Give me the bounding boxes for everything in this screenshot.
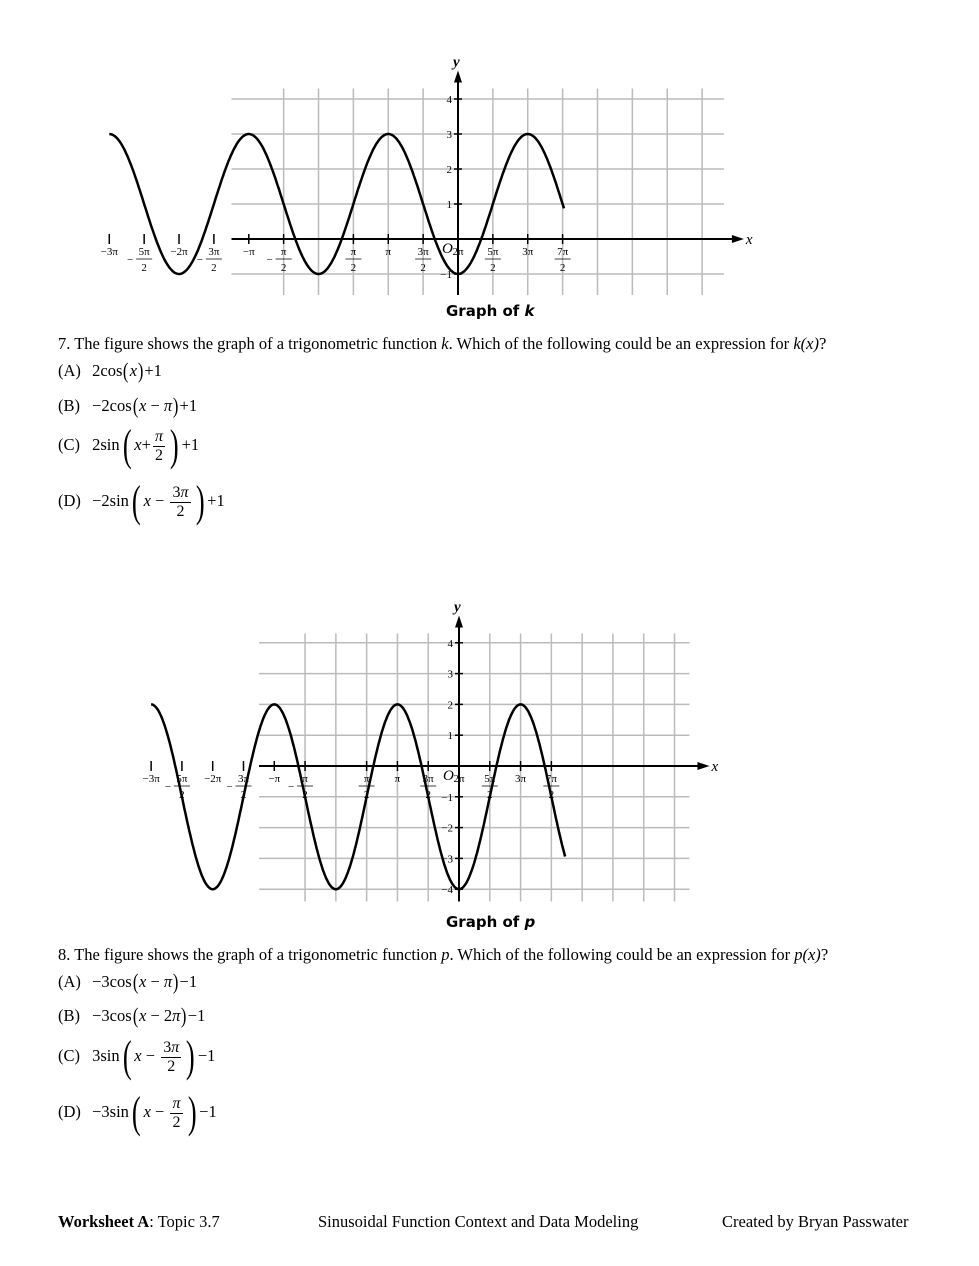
q7-option-d-expression: −2sin( x − $\frac{3\pi}{2}$ ) +1 — [92, 477, 225, 526]
q7-option-c-expression: 2sin( x+ $\frac{\pi}{2}$ ) +1 — [92, 421, 200, 470]
x-tick-label-den: 2 — [420, 262, 426, 274]
y-tick-label: −4 — [441, 884, 453, 897]
x-tick-label-sign: − — [287, 781, 295, 793]
x-tick-label-den: 2 — [350, 262, 357, 274]
x-axis-arrow — [697, 762, 709, 770]
x-axis-label: x — [711, 759, 719, 775]
q8-option-c-expression: 3sin( x − $\frac{3\pi}{2}$ ) −1 — [92, 1032, 216, 1081]
x-tick-label: 2π — [452, 246, 464, 258]
q7-option-a-expression: 2cos(x)+1 — [92, 358, 162, 383]
q8-option-b-expression: −3cos(x − 2π)−1 — [92, 1003, 206, 1028]
y-tick-label: −1 — [441, 791, 453, 804]
y-tick-label: −1 — [440, 269, 452, 281]
x-tick-label-num: π — [363, 773, 370, 785]
x-tick-label-den: 2 — [490, 262, 496, 274]
y-tick-label: 1 — [446, 199, 452, 211]
x-tick-label: −2π — [170, 246, 188, 258]
x-tick-label-den: 2 — [211, 262, 217, 274]
x-tick-label: 2π — [453, 773, 465, 785]
x-tick-label: −3π — [100, 246, 118, 258]
x-tick-label-num: π — [280, 246, 287, 258]
x-tick-label-den: 2 — [302, 789, 308, 801]
x-tick-label-sign: − — [127, 254, 134, 266]
q7-option-c[interactable]: (C) 2sin( x+ $\frac{\pi}{2}$ ) +1 — [58, 421, 200, 470]
x-axis-arrow — [732, 235, 744, 243]
q8-option-d-expression: −3sin( x − $\frac{\pi}{2}$ ) −1 — [92, 1088, 217, 1137]
y-tick-label: 2 — [447, 699, 453, 712]
graph-p-caption: Graph of p — [446, 913, 536, 931]
graph-p — [142, 599, 735, 910]
x-tick-label-num: 5π — [484, 773, 496, 785]
x-tick-label-den: 2 — [487, 789, 493, 801]
x-tick-label: π — [385, 246, 392, 258]
q8-option-d[interactable]: (D) −3sin( x − $\frac{\pi}{2}$ ) −1 — [58, 1088, 217, 1137]
q8-option-a[interactable]: (A) −3cos(x − π)−1 — [58, 969, 198, 994]
x-tick-label: −π — [242, 246, 255, 258]
footer-title: Sinusoidal Function Context and Data Modeling — [318, 1212, 639, 1231]
x-tick-label-num: 7π — [557, 246, 569, 258]
x-tick-label-num: 5π — [176, 773, 188, 785]
x-tick-label-den: 2 — [559, 262, 566, 274]
x-tick-label-den: 2 — [280, 262, 287, 274]
x-tick-label: −2π — [204, 773, 222, 785]
graph-k-caption: Graph of k — [446, 302, 535, 320]
x-tick-label-den: 2 — [425, 789, 431, 801]
x-tick-label: 3π — [522, 246, 534, 258]
x-tick-label-num: 7π — [545, 773, 557, 785]
y-tick-label: −3 — [441, 853, 453, 866]
y-tick-label: 3 — [447, 668, 453, 681]
q7-option-a[interactable]: (A) 2cos(x)+1 — [58, 358, 162, 383]
y-tick-label: 2 — [446, 164, 452, 176]
x-tick-label-num: 3π — [422, 773, 434, 785]
y-tick-label: −2 — [441, 822, 453, 835]
x-tick-label-num: 5π — [487, 246, 499, 258]
y-axis-label: y — [453, 54, 460, 71]
y-axis-arrow — [454, 71, 462, 83]
q7-option-b[interactable]: (B) −2cos(x − π)+1 — [58, 393, 198, 418]
q8-option-b[interactable]: (B) −3cos(x − 2π)−1 — [58, 1003, 206, 1028]
x-tick-label-den: 2 — [363, 789, 370, 801]
x-tick-label: −3π — [142, 773, 160, 785]
x-tick-label-sign: − — [226, 781, 233, 793]
x-tick-label-sign: − — [164, 781, 172, 793]
question-8-stem: 8. The figure shows the graph of a trigonometric function p. Which of the following could be an expression for p(x)? — [58, 945, 829, 964]
y-axis-label: y — [454, 599, 461, 616]
x-tick-label-num: 5π — [138, 246, 150, 258]
y-axis-arrow — [455, 616, 463, 628]
x-tick-label-den: 2 — [179, 789, 185, 801]
q8-option-c[interactable]: (C) 3sin( x − $\frac{3\pi}{2}$ ) −1 — [58, 1032, 216, 1081]
question-7-stem: 7. The figure shows the graph of a trigonometric function k. Which of the following could be an expression for k(x)? — [58, 334, 827, 353]
y-tick-label: 3 — [446, 129, 452, 141]
y-tick-label: 1 — [447, 730, 453, 743]
q7-option-b-expression: −2cos(x − π)+1 — [92, 393, 198, 418]
y-tick-label: 4 — [446, 94, 452, 106]
x-tick-label-num: 3π — [208, 246, 220, 258]
x-tick-label-sign: − — [266, 254, 273, 266]
q8-option-a-expression: −3cos(x − π)−1 — [92, 969, 198, 994]
x-tick-label-sign: − — [196, 254, 204, 266]
x-tick-label-num: 3π — [417, 246, 429, 258]
origin-label: O — [442, 241, 453, 257]
x-tick-label-den: 2 — [240, 789, 247, 801]
q7-option-d[interactable]: (D) −2sin( x − $\frac{3\pi}{2}$ ) +1 — [58, 477, 225, 526]
x-tick-label-den: 2 — [141, 262, 147, 274]
x-tick-label-num: π — [350, 246, 357, 258]
x-tick-label: −π — [268, 773, 281, 785]
footer-author: Created by Bryan Passwater — [722, 1212, 909, 1231]
x-tick-label-den: 2 — [548, 789, 555, 801]
origin-label: O — [443, 768, 454, 784]
footer-worksheet: Worksheet A: Topic 3.7 — [58, 1212, 220, 1231]
x-tick-label-num: π — [302, 773, 308, 785]
y-tick-label: 4 — [447, 637, 453, 650]
x-tick-label-num: 3π — [237, 773, 250, 785]
graph-k — [100, 54, 760, 300]
x-tick-label: π — [394, 773, 401, 785]
x-tick-label: 3π — [515, 773, 527, 785]
x-axis-label: x — [745, 232, 753, 248]
